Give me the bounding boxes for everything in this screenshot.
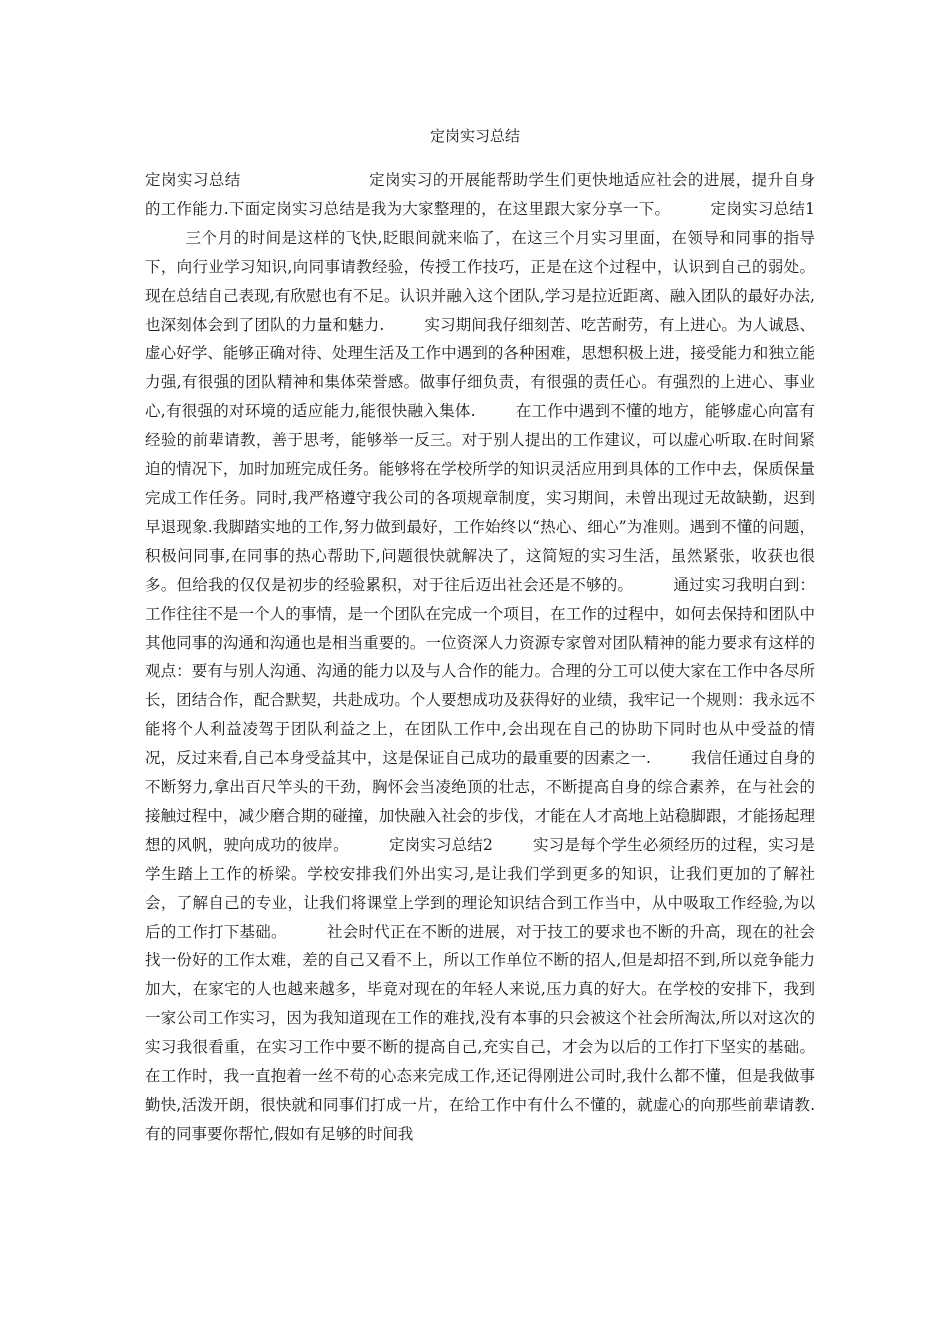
section-heading: 定岗实习总结2 — [388, 835, 493, 854]
document-title: 定岗实习总结 — [429, 127, 520, 145]
paragraph: 三个月的时间是这样的飞快,眨眼间就来临了，在这三个月实习里面，在领导和同事的指导下，向行业学习知识,向同事请教经验，传授工作技巧，正是在这个过程中，认识到自己的弱处。现在总结自己表现,有欣慰也有不足。认识并融入这个团队,学习是拉近距离、融入团队的最好办法,也深刻体会到了团队的力量和魅力. — [145, 228, 815, 334]
paragraph: 我信任通过自身的不断努力,拿出百尺竿头的干劲，胸怀会当凌绝顶的壮志，不断提高自身的综合素养，在与社会的接触过程中，减少磨合期的碰撞，加快融入社会的步伐，才能在人才高地上站稳脚跟，才能扬起理想的风帆，驶向成功的彼岸。 — [145, 749, 815, 854]
paragraph: 在工作中遇到不懂的地方，能够虚心向富有经验的前辈请教，善于思考，能够举一反三。对于别人提出的工作建议，可以虚心听取.在时间紧迫的情况下，加时加班完成任务。能够将在学校所学的知识灵活应用到具体的工作中去，保质保量完成工作任务。同时,我严格遵守我公司的各项规章制度，实习期间，未曾出现过无故缺勤，迟到早退现象.我脚踏实地的工作,努力做到最好，工作始终以“热心、细心”为准则。遇到不懂的问题，积极问同事,在同事的热心帮助下,问题很快就解决了，这简短的实习生活，虽然紧张，收获也很多。但给我的仅仅是初步的经验累积，对于往后迈出社会还是不够的。 — [145, 402, 815, 594]
section-heading: 定岗实习总结1 — [710, 199, 815, 218]
paragraph: 定岗实习的开展能帮助学生们更快地适应社会的进展，提升自身的工作能力.下面定岗实习总结是我为大家整理的，在这里跟大家分享一下。 — [145, 171, 815, 218]
paragraph: 实习是每个学生必须经历的过程，实习是学生踏上工作的桥梁。学校安排我们外出实习,是让我们学到更多的知识，让我们更加的了解社会，了解自己的专业，让我们将课堂上学到的理论知识结合到工作当中，从中吸取工作经验,为以后的工作打下基础。 — [145, 835, 815, 941]
paragraph: 社会时代正在不断的进展，对于技工的要求也不断的升高，现在的社会找一份好的工作太难，差的自己又看不上，所以工作单位不断的招人,但是却招不到,所以竞争能力加大，在家宅的人也越来越多，毕竟对现在的年轻人来说,压力真的好大。在学校的安排下，我到一家公司工作实习，因为我知道现在工作的难找,没有本事的只会被这个社会所淘汰,所以对这次的实习我很看重，在实习工作中要不断的提高自己,充实自己，才会为以后的工作打下坚实的基础。在工作时，我一直抱着一丝不苟的心态来完成工作,还记得刚进公司时,我什么都不懂，但是我做事勤快,活泼开朗，很快就和同事们打成一片，在给工作中有什么不懂的，就虚心的向那些前辈请教.有的同事要你帮忙,假如有足够的时间我 — [145, 922, 815, 1143]
paragraph: 实习期间我仔细刻苦、吃苦耐劳，有上进心。为人诚恳、虚心好学、能够正确对待、处理生活及工作中遇到的各种困难，思想积极上进，接受能力和独立能力强,有很强的团队精神和集体荣誉感。做事仔细负责，有很强的责任心。有强烈的上进心、事业心,有很强的对环境的适应能力,能很快融入集体. — [145, 315, 815, 421]
document-body — [145, 166, 815, 1149]
paragraph: 通过实习我明白到：工作往往不是一个人的事情，是一个团队在完成一个项目，在工作的过程中，如何去保持和团队中其他同事的沟通和沟通也是相当重要的。一位资深人力资源专家曾对团队精神的能力要求有这样的观点：要有与别人沟通、沟通的能力以及与人合作的能力。合理的分工可以使大家在工作中各尽所长，团结合作，配合默契，共赴成功。个人要想成功及获得好的业绩，我牢记一个规则：我永远不能将个人利益凌驾于团队利益之上，在团队工作中,会出现在自己的协助下同时也从中受益的情况，反过来看,自己本身受益其中，这是保证自己成功的最重要的因素之一. — [145, 575, 815, 768]
paragraph: 定岗实习总结 — [145, 171, 241, 189]
